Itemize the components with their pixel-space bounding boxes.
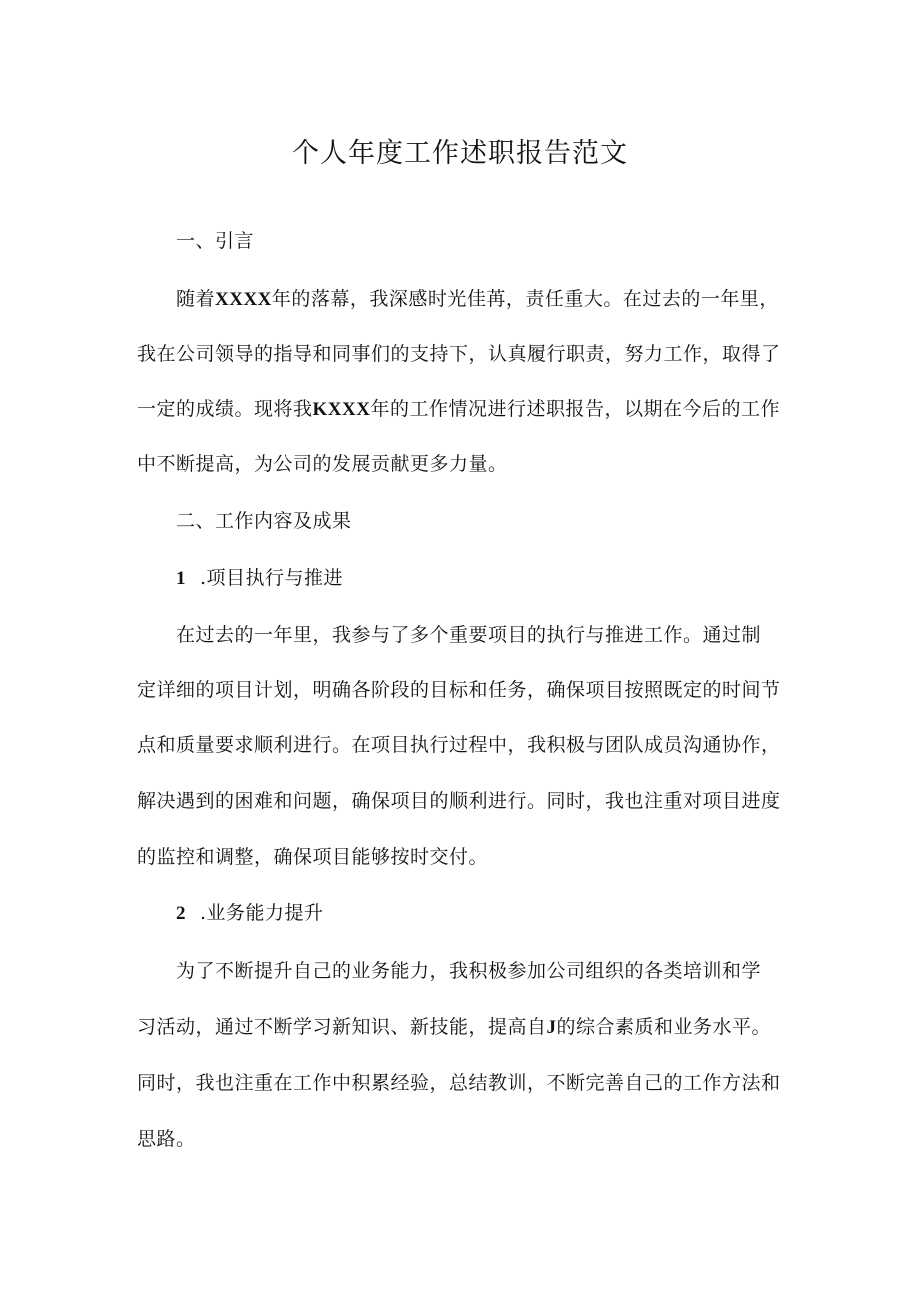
section-heading-intro: 一、引言 <box>176 230 255 252</box>
document-title: 个人年度工作述职报告范文 <box>292 138 628 169</box>
text-span: 年的落幕，我深感时光佳苒，责任重大。在过去的一年里， <box>271 288 779 310</box>
year-placeholder: XXXX <box>215 289 272 310</box>
subsection-title: .项目执行与推进 <box>200 567 344 589</box>
paragraph-line: 在过去的一年里，我参与了多个重要项目的执行与推进工作。通过制 <box>176 624 762 646</box>
subsection-heading-2 <box>176 898 324 929</box>
paragraph-line: 同时，我也注重在工作中积累经验，总结教训，不断完善自己的工作方法和 <box>137 1072 781 1094</box>
paragraph-line: 中不断提高，为公司的发展贡献更多力量。 <box>137 453 508 475</box>
text-span: 一定的成绩。现将我 <box>137 398 313 420</box>
subsection-number: 2 <box>176 903 186 924</box>
paragraph-line: 我在公司领导的指导和同事们的支持下，认真履行职责，努力工作，取得了 <box>137 343 781 365</box>
subsection-heading-1 <box>176 563 343 594</box>
text-span: 习活动，通过不断学习新知识、新技能，提高自 <box>137 1016 547 1038</box>
paragraph-line <box>137 1012 771 1043</box>
paragraph-line: 的监控和调整，确保项目能够按时交付。 <box>137 846 489 868</box>
paragraph-line: 解决遇到的困难和问题，确保项目的顺利进行。同时，我也注重对项目进度 <box>137 790 781 812</box>
paragraph-line: 定详细的项目计划，明确各阶段的目标和任务，确保项目按照既定的时间节 <box>137 679 781 701</box>
year-placeholder: KXXX <box>312 399 371 420</box>
paragraph-line <box>137 394 780 425</box>
paragraph-line: 点和质量要求顺利进行。在项目执行过程中，我积极与团队成员沟通协作， <box>137 734 781 756</box>
subsection-title: .业务能力提升 <box>200 902 324 924</box>
paragraph-line <box>176 284 779 315</box>
section-heading-work: 二、工作内容及成果 <box>176 510 352 532</box>
text-span: 的综合素质和业务水平。 <box>556 1016 772 1038</box>
text-span: J <box>546 1017 557 1038</box>
paragraph-line: 为了不断提升自己的业务能力，我积极参加公司组织的各类培训和学 <box>176 960 762 982</box>
text-span: 年的工作情况进行述职报告，以期在今后的工作 <box>370 398 780 420</box>
text-span: 随着 <box>176 288 216 310</box>
paragraph-line: 思路。 <box>137 1128 196 1150</box>
subsection-number: 1 <box>176 568 186 589</box>
